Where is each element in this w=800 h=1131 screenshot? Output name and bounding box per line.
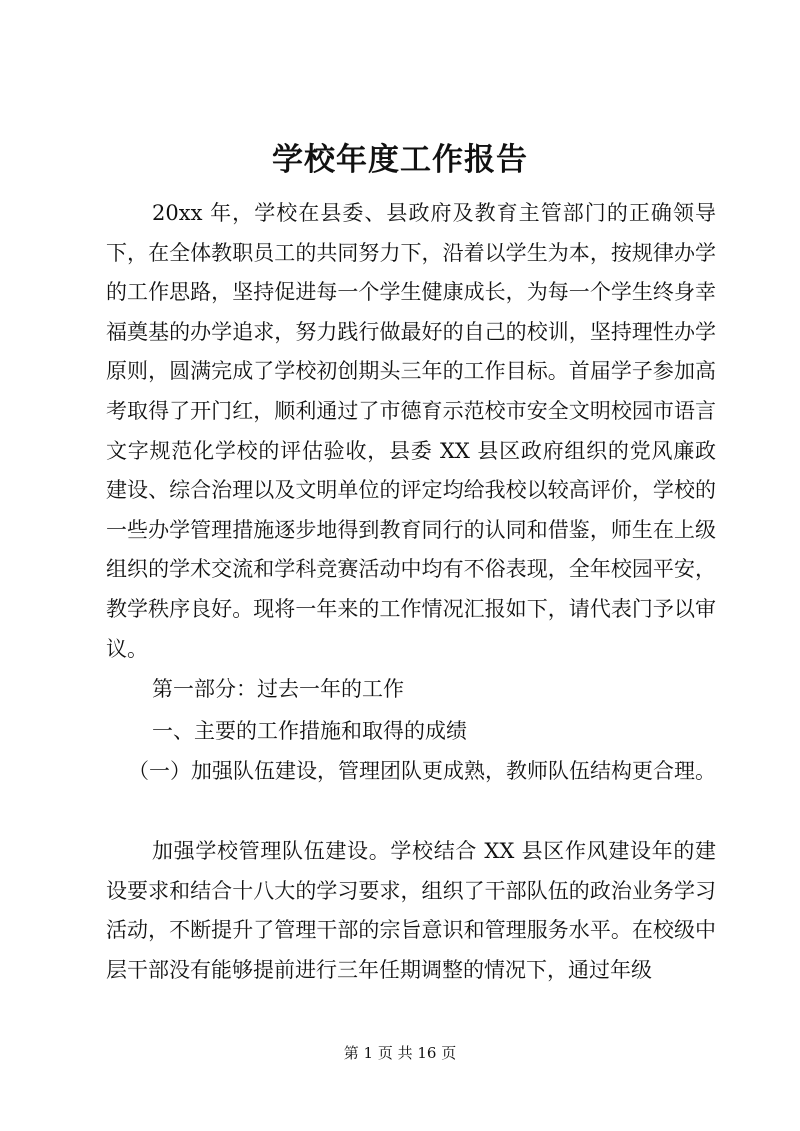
part-heading: 第一部分：过去一年的工作	[152, 677, 404, 701]
section-heading: 一、主要的工作措施和取得的成绩	[152, 719, 467, 743]
document-title: 学校年度工作报告	[272, 142, 528, 178]
management-paragraph: 加强学校管理队伍建设。学校结合 XX 县区作风建设年的建设要求和结合十八大的学习要求，组织了干部队伍的政治业务学习活动，不断提升了管理干部的宗旨意识和管理服务水平。在校级中层干部没有能够提前进行三年任期调整的情况下，通过年级	[106, 839, 716, 982]
subsection-heading: （一）加强队伍建设，管理团队更成熟，教师队伍结构更合理。	[128, 759, 716, 783]
intro-paragraph: 20xx 年，学校在县委、县政府及教育主管部门的正确领导下，在全体教职员工的共同努力下，沿着以学生为本，按规律办学的工作思路，坚持促进每一个学生健康成长，为每一个学生终身幸福奠基的办学追求，努力践行做最好的自己的校训，坚持理性办学原则，圆满完成了学校初创期头三年的工作目标。首届学子参加高考取得了开门红，顺利通过了市德育示范校市安全文明校园市语言文字规范化学校的评估验收，县委 XX 县区政府组织的党风廉政建设、综合治理以及文明单位的评定均给我校以较高评价，学校的一些办学管理措施逐步地得到教育同行的认同和借鉴，师生在上级组织的学术交流和学科竞赛活动中均有不俗表现，全年校园平安，教学秩序良好。现将一年来的工作情况汇报如下，请代表门予以审议。	[106, 201, 716, 661]
page-indicator: 第 1 页 共 16 页	[343, 1044, 457, 1062]
